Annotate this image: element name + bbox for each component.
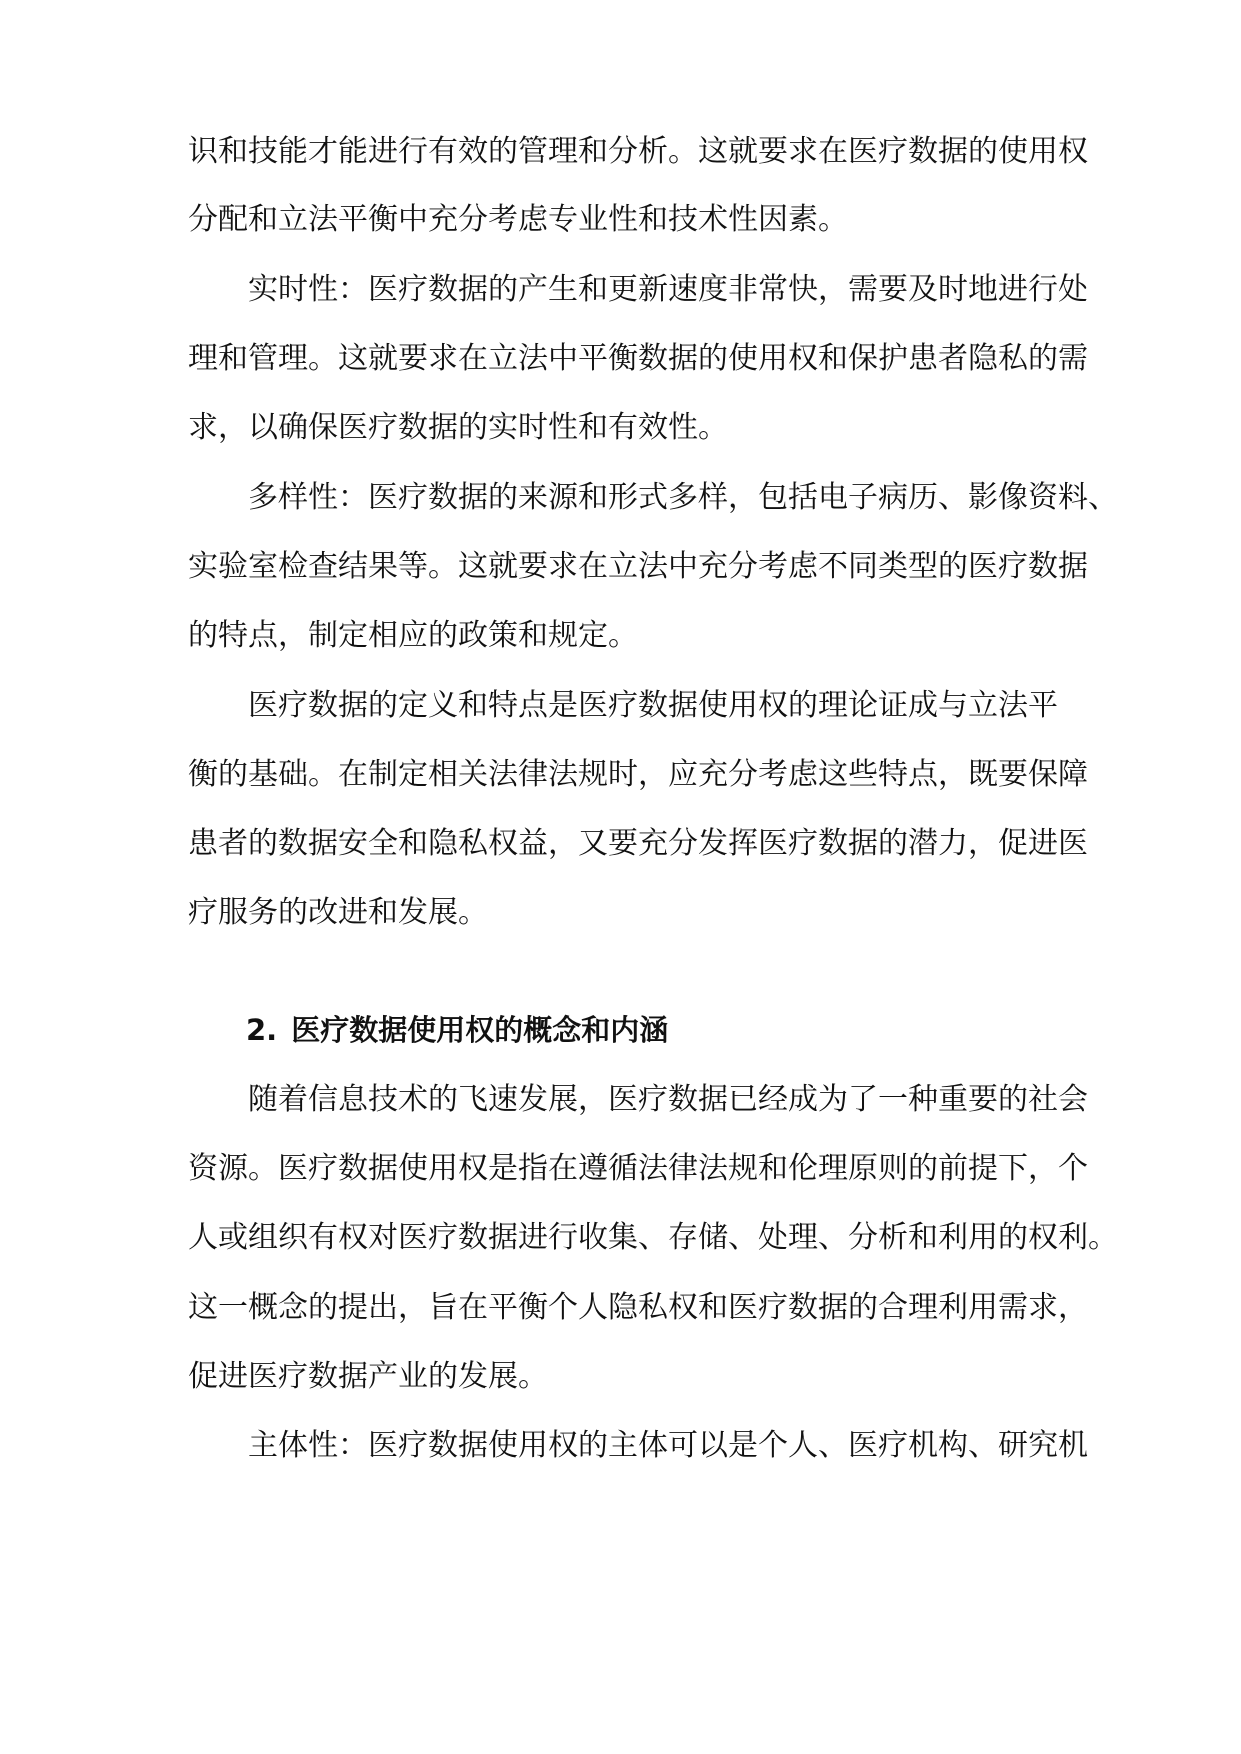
paragraph-line: 多样性：医疗数据的来源和形式多样，包括电子病历、影像资料、 bbox=[248, 480, 1118, 515]
paragraph-line: 理和管理。这就要求在立法中平衡数据的使用权和保护患者隐私的需 bbox=[188, 341, 1088, 376]
section-heading bbox=[246, 1010, 946, 1050]
paragraph-line: 实验室检查结果等。这就要求在立法中充分考虑不同类型的医疗数据 bbox=[188, 549, 1088, 584]
paragraph-line: 患者的数据安全和隐私权益，又要充分发挥医疗数据的潜力，促进医 bbox=[188, 826, 1088, 861]
paragraph-line: 随着信息技术的飞速发展，医疗数据已经成为了一种重要的社会 bbox=[248, 1082, 1088, 1117]
section-number: 2. bbox=[246, 1013, 278, 1047]
paragraph-line: 衡的基础。在制定相关法律法规时，应充分考虑这些特点，既要保障 bbox=[188, 757, 1088, 792]
paragraph-line: 求，以确保医疗数据的实时性和有效性。 bbox=[188, 410, 728, 445]
paragraph-line: 人或组织有权对医疗数据进行收集、存储、处理、分析和利用的权利。 bbox=[188, 1220, 1118, 1255]
paragraph-line: 疗服务的改进和发展。 bbox=[188, 895, 488, 930]
paragraph-line: 分配和立法平衡中充分考虑专业性和技术性因素。 bbox=[188, 202, 848, 237]
paragraph-line: 资源。医疗数据使用权是指在遵循法律法规和伦理原则的前提下，个 bbox=[188, 1151, 1088, 1186]
paragraph-line: 促进医疗数据产业的发展。 bbox=[188, 1359, 548, 1394]
paragraph-line: 实时性：医疗数据的产生和更新速度非常快，需要及时地进行处 bbox=[248, 272, 1088, 307]
paragraph-line: 主体性：医疗数据使用权的主体可以是个人、医疗机构、研究机 bbox=[248, 1428, 1088, 1463]
paragraph-line: 识和技能才能进行有效的管理和分析。这就要求在医疗数据的使用权 bbox=[188, 134, 1088, 169]
paragraph-line: 这一概念的提出，旨在平衡个人隐私权和医疗数据的合理利用需求， bbox=[188, 1290, 1088, 1325]
paragraph-line: 医疗数据的定义和特点是医疗数据使用权的理论证成与立法平 bbox=[248, 688, 1058, 723]
section-title: 医疗数据使用权的概念和内涵 bbox=[291, 1013, 669, 1047]
paragraph-line: 的特点，制定相应的政策和规定。 bbox=[188, 618, 638, 653]
